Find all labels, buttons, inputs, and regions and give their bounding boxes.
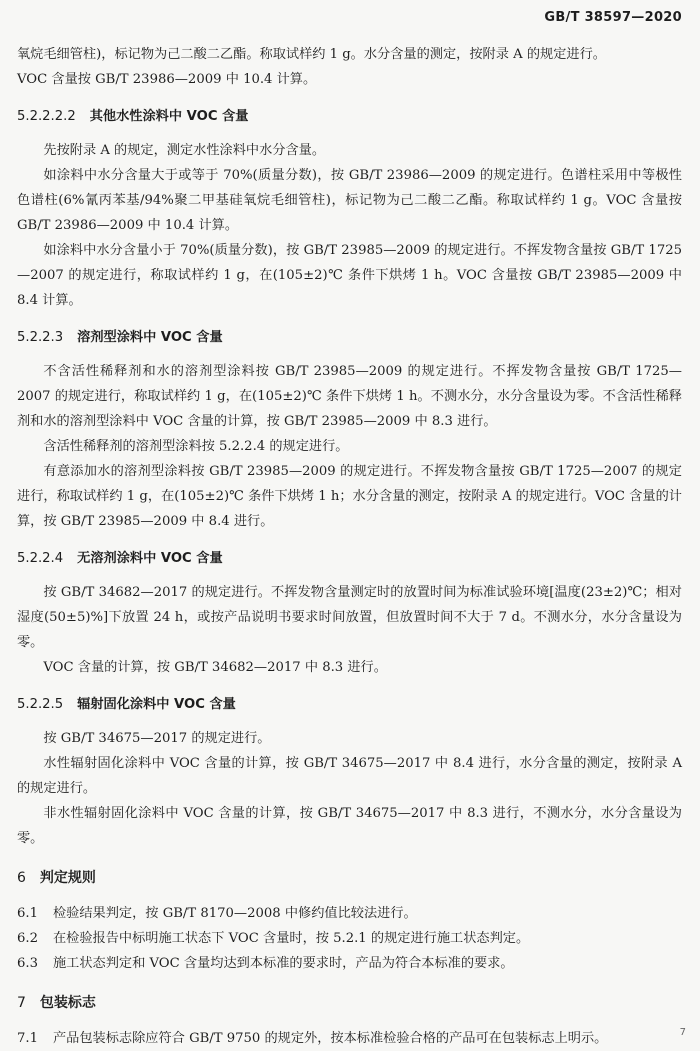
- chapter-number: 6: [17, 870, 26, 886]
- paragraph: 按 GB/T 34682—2017 的规定进行。不挥发物含量测定时的放置时间为标准试验环境[温度(23±2)℃；相对湿度(50±5)%]下放置 24 h，或按产品说明书要求时间放置，但放置时间不大于 7 d。不测水分，水分含量设为零。: [17, 585, 682, 650]
- chapter-heading-6: [17, 867, 682, 889]
- paragraph: 如涂料中水分含量小于 70%(质量分数)，按 GB/T 23985—2009 的规定进行。不挥发物含量按 GB/T 1725—2007 的规定进行，称取试样约 1 g，在(105±2)℃ 条件下烘烤 1 h。VOC 含量按 GB/T 23985—2009 中 8.4 计算。: [17, 243, 682, 308]
- paragraph: 氧烷毛细管柱)，标记物为己二酸二乙酯。称取试样约 1 g。水分含量的测定，按附录 A 的规定进行。: [17, 47, 606, 62]
- section-heading-5-2-2-3: [17, 327, 682, 349]
- paragraph: 如涂料中水分含量大于或等于 70%(质量分数)，按 GB/T 23986—2009 的规定进行。色谱柱采用中等极性色谱柱(6%氰丙苯基/94%聚二甲基硅氧烷毛细管柱)，标记物为己二酸二乙酯。称取试样约 1 g。VOC 含量按 GB/T 23986—2009 中 10.4 计算。: [17, 168, 682, 233]
- clause-item: [17, 901, 682, 926]
- chapter-heading-7: [17, 992, 682, 1014]
- page-number: 7: [679, 1027, 686, 1038]
- clause-number: 6.3: [17, 956, 38, 971]
- section-heading-5-2-2-5: [17, 694, 682, 716]
- section-number: 5.2.2.5: [17, 697, 64, 712]
- section-number: 5.2.2.3: [17, 330, 64, 345]
- paragraph: 不含活性稀释剂和水的溶剂型涂料按 GB/T 23985—2009 的规定进行。不挥发物含量按 GB/T 1725—2007 的规定进行，称取试样约 1 g，在(105±2)℃ 条件下烘烤 1 h。不测水分，水分含量设为零。不含活性稀释剂和水的溶剂型涂料中 VOC 含量的计算，按 GB/T 23985—2009 中 8.3 进行。: [17, 364, 682, 429]
- chapter-title: 包装标志: [39, 995, 96, 1011]
- section-title: 溶剂型涂料中 VOC 含量: [77, 330, 223, 345]
- clause-item: [17, 926, 682, 951]
- section-title: 辐射固化涂料中 VOC 含量: [77, 697, 236, 712]
- paragraph: 有意添加水的溶剂型涂料按 GB/T 23985—2009 的规定进行。不挥发物含量按 GB/T 1725—2007 的规定进行，称取试样约 1 g，在(105±2)℃ 条件下烘烤 1 h；水分含量的测定，按附录 A 的规定进行。VOC 含量的计算，按 GB/T 23985—2009 中 8.4 进行。: [17, 464, 682, 529]
- section-heading-5-2-2-4: [17, 548, 682, 570]
- clause-text: 施工状态判定和 VOC 含量均达到本标准的要求时，产品为符合本标准的要求。: [53, 956, 514, 971]
- paragraph: 按 GB/T 34675—2017 的规定进行。: [43, 731, 271, 746]
- standard-number: GB/T 38597—2020: [544, 10, 682, 25]
- clause-number: 6.2: [17, 931, 38, 946]
- section-heading-5-2-2-2-2: [17, 106, 682, 128]
- section-title: 无溶剂涂料中 VOC 含量: [77, 551, 223, 566]
- paragraph: 水性辐射固化涂料中 VOC 含量的计算，按 GB/T 34675—2017 中 8.4 进行，水分含量的测定，按附录 A 的规定进行。: [17, 756, 682, 796]
- section-title: 其他水性涂料中 VOC 含量: [89, 109, 249, 124]
- paragraph: VOC 含量按 GB/T 23986—2009 中 10.4 计算。: [17, 72, 317, 87]
- clause-text: 检验结果判定，按 GB/T 8170—2008 中修约值比较法进行。: [53, 906, 417, 921]
- paragraph: VOC 含量的计算，按 GB/T 34682—2017 中 8.3 进行。: [43, 660, 387, 675]
- section-number: 5.2.2.2.2: [17, 109, 76, 124]
- clause-number: 6.1: [17, 906, 38, 921]
- paragraph: 先按附录 A 的规定，测定水性涂料中水分含量。: [43, 143, 326, 158]
- section-number: 5.2.2.4: [17, 551, 64, 566]
- clause-text: 在检验报告中标明施工状态下 VOC 含量时，按 5.2.1 的规定进行施工状态判定。: [53, 931, 530, 946]
- paragraph: 含活性稀释剂的溶剂型涂料按 5.2.2.4 的规定进行。: [43, 439, 349, 454]
- chapter-title: 判定规则: [39, 870, 96, 886]
- paragraph: 非水性辐射固化涂料中 VOC 含量的计算，按 GB/T 34675—2017 中 8.3 进行，不测水分，水分含量设为零。: [17, 806, 682, 846]
- clause-number: 7.1: [17, 1031, 38, 1046]
- clause-item: [17, 1026, 682, 1051]
- document-body: [17, 42, 682, 1051]
- chapter-number: 7: [17, 995, 26, 1011]
- clause-item: [17, 951, 682, 976]
- clause-text: 产品包装标志除应符合 GB/T 9750 的规定外，按本标准检验合格的产品可在包装标志上明示。: [53, 1031, 608, 1046]
